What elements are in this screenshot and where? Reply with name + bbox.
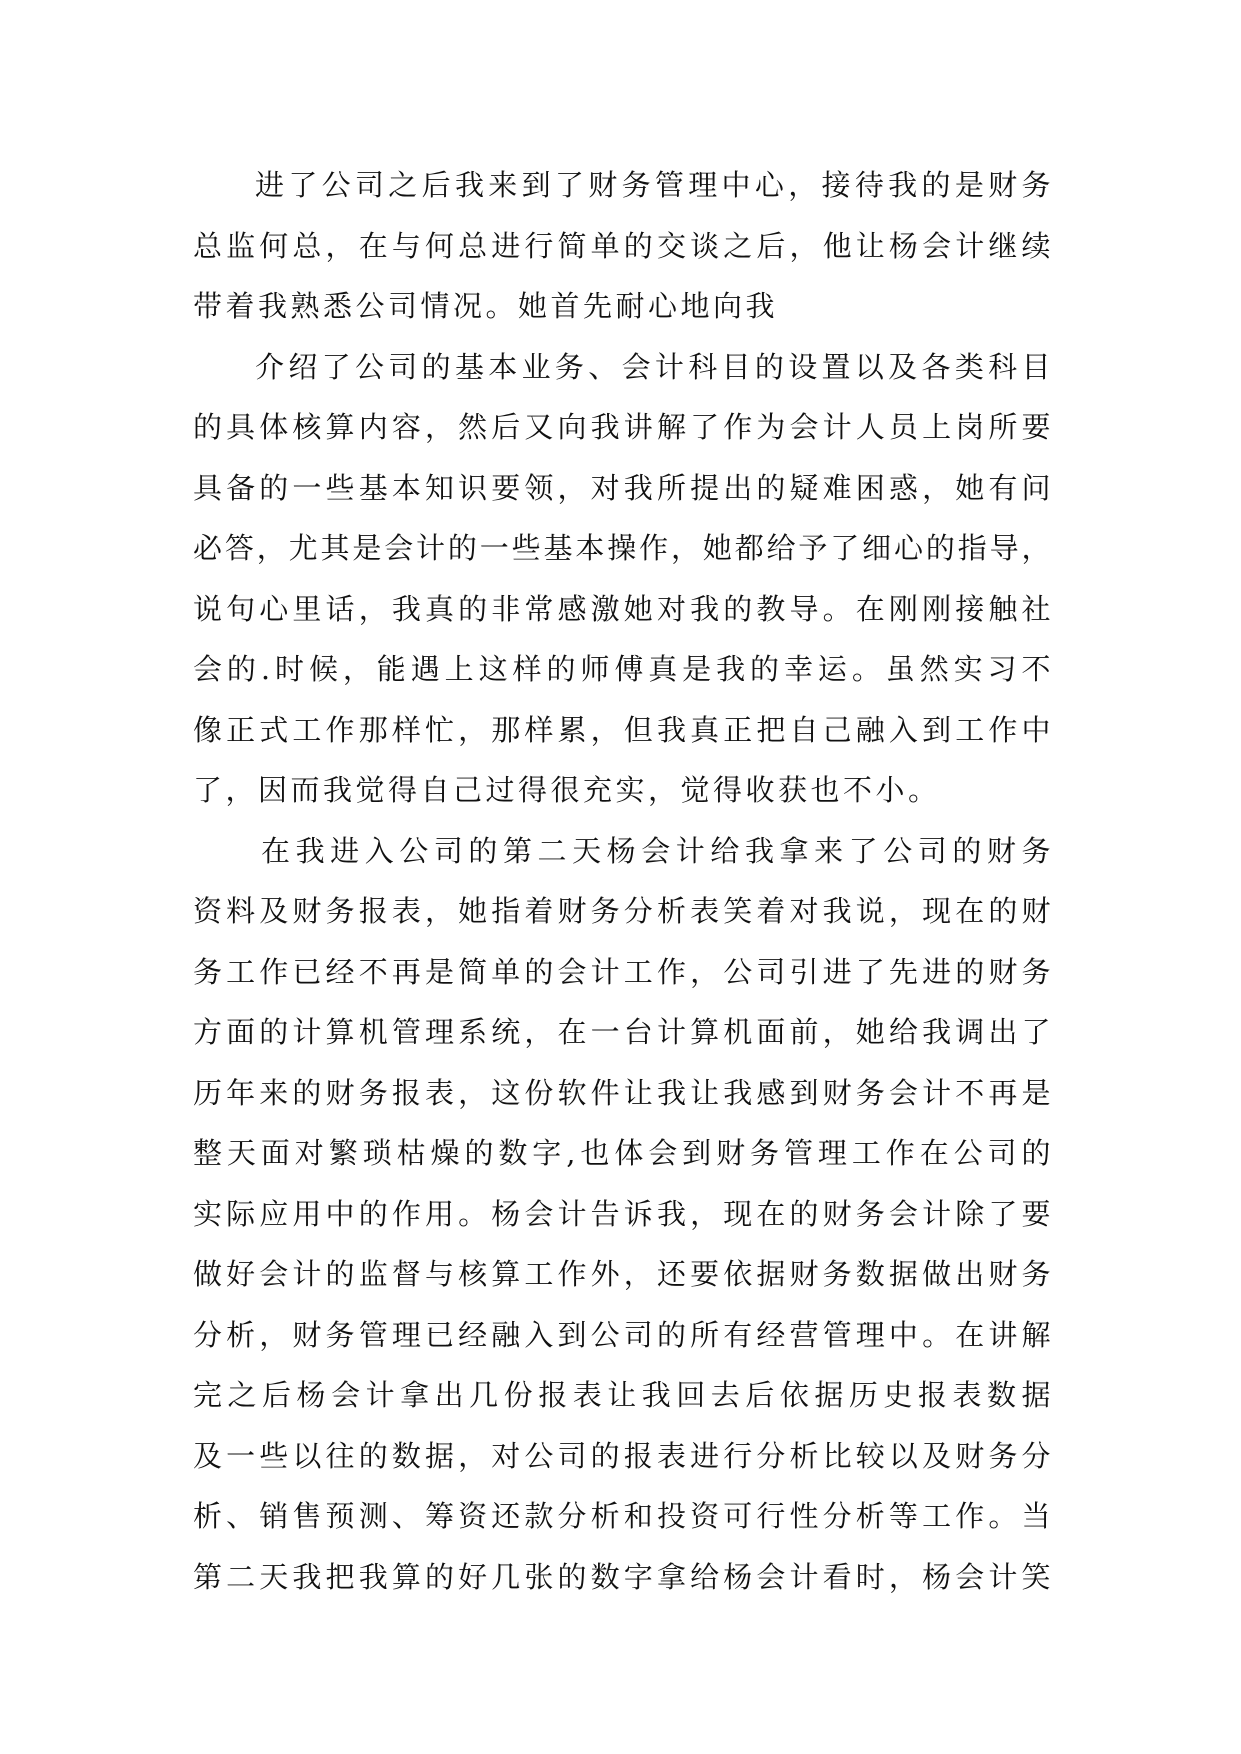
document-page	[193, 155, 1051, 1607]
text-line: 像正式工作那样忙，那样累，但我真正把自己融入到工作中	[193, 712, 1051, 747]
text-line: 做好会计的监督与核算工作外，还要依据财务数据做出财务	[193, 1257, 1051, 1291]
text-line: 会的.时候，能遇上这样的师傅真是我的幸运。虽然实习不	[193, 652, 1051, 686]
paragraph-1	[193, 155, 1051, 337]
text-line: 第二天我把我算的好几张的数字拿给杨会计看时，杨会计笑	[193, 1559, 1051, 1594]
paragraph-2	[193, 337, 1051, 821]
text-line: 的具体核算内容，然后又向我讲解了作为会计人员上岗所要	[193, 410, 1051, 444]
text-line: 具备的一些基本知识要领，对我所提出的疑难困惑，她有问	[193, 470, 1051, 505]
text-line: 进了公司之后我来到了财务管理中心，接待我的是财务	[255, 168, 1051, 202]
text-line: 务工作已经不再是简单的会计工作，公司引进了先进的财务	[193, 954, 1051, 989]
text-line: 整天面对繁琐枯燥的数字,也体会到财务管理工作在公司的	[193, 1136, 1051, 1170]
text-line: 必答，尤其是会计的一些基本操作，她都给予了细心的指导，	[193, 531, 1051, 565]
text-line: 介绍了公司的基本业务、会计科目的设置以及各类科目	[255, 349, 1051, 384]
text-line: 方面的计算机管理系统，在一台计算机面前，她给我调出了	[193, 1015, 1051, 1049]
text-line: 实际应用中的作用。杨会计告诉我，现在的财务会计除了要	[193, 1196, 1051, 1231]
text-line: 带着我熟悉公司情况。她首先耐心地向我	[193, 289, 779, 323]
text-line: 完之后杨会计拿出几份报表让我回去后依据历史报表数据	[193, 1378, 1051, 1412]
text-line: 及一些以往的数据，对公司的报表进行分析比较以及财务分	[193, 1438, 1051, 1473]
text-line: 分析，财务管理已经融入到公司的所有经营管理中。在讲解	[193, 1317, 1051, 1352]
text-line: 在我进入公司的第二天杨会计给我拿来了公司的财务	[261, 833, 1051, 868]
text-line: 总监何总，在与何总进行简单的交谈之后，他让杨会计继续	[193, 228, 1051, 263]
text-line: 历年来的财务报表，这份软件让我让我感到财务会计不再是	[193, 1075, 1051, 1110]
paragraph-3	[193, 821, 1051, 1608]
text-line: 说句心里话，我真的非常感激她对我的教导。在刚刚接触社	[193, 591, 1051, 626]
text-line: 析、销售预测、筹资还款分析和投资可行性分析等工作。当	[193, 1499, 1051, 1533]
text-line: 资料及财务报表，她指着财务分析表笑着对我说，现在的财	[193, 894, 1051, 928]
text-line: 了，因而我觉得自己过得很充实，觉得收获也不小。	[193, 773, 941, 807]
